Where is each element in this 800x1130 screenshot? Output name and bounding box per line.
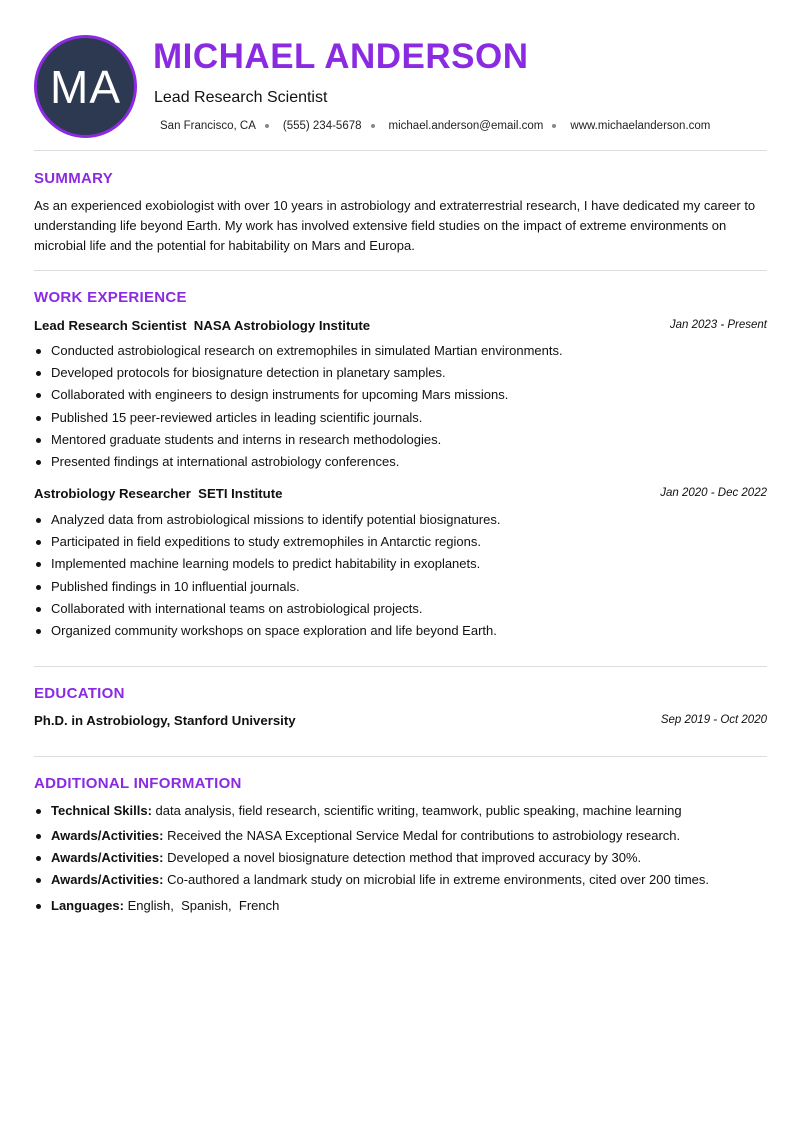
info-text: Co-authored a landmark study on microbial life in extreme environments, cited over 200 times.	[167, 872, 710, 887]
list-item: Collaborated with international teams on astrobiological projects.	[34, 598, 767, 620]
candidate-name: MICHAEL ANDERSON	[153, 37, 529, 76]
job-header	[34, 318, 767, 336]
section-divider	[34, 270, 767, 271]
job-header	[34, 486, 767, 504]
list-item: Presented findings at international astrobiology conferences.	[34, 451, 767, 473]
job-company: NASA Astrobiology Institute	[193, 318, 371, 333]
job-company: SETI Institute	[198, 486, 283, 501]
contact-bar	[160, 120, 710, 132]
section-divider	[34, 756, 767, 757]
list-item: Collaborated with engineers to design instruments for upcoming Mars missions.	[34, 384, 767, 406]
section-divider	[34, 150, 767, 151]
job-role: Lead Research Scientist	[34, 318, 187, 333]
section-divider	[34, 666, 767, 667]
additional-info-heading: ADDITIONAL INFORMATION	[34, 775, 242, 792]
avatar	[34, 35, 137, 138]
separator-dot-icon	[265, 124, 269, 128]
education-degree: Ph.D. in Astrobiology, Stanford University	[34, 713, 296, 728]
info-label: Languages:	[51, 898, 124, 913]
job-role-company	[34, 318, 370, 333]
list-item	[34, 825, 767, 847]
separator-dot-icon	[371, 124, 375, 128]
job-role: Astrobiology Researcher	[34, 486, 191, 501]
job-bullet-list	[34, 509, 767, 642]
separator-dot-icon	[552, 124, 556, 128]
info-text: English, Spanish, French	[127, 898, 280, 913]
list-item	[34, 800, 767, 822]
info-text: Received the NASA Exceptional Service Medal for contributions to astrobiology research.	[167, 828, 681, 843]
list-item: Published 15 peer-reviewed articles in leading scientific journals.	[34, 407, 767, 429]
list-item	[34, 895, 767, 917]
list-item	[34, 869, 767, 891]
list-item: Analyzed data from astrobiological missions to identify potential biosignatures.	[34, 509, 767, 531]
list-item: Published findings in 10 influential journals.	[34, 576, 767, 598]
list-item: Participated in field expeditions to study extremophiles in Antarctic regions.	[34, 531, 767, 553]
candidate-title: Lead Research Scientist	[154, 89, 328, 106]
summary-heading: SUMMARY	[34, 170, 114, 187]
education-heading: EDUCATION	[34, 685, 125, 702]
info-label: Awards/Activities:	[51, 850, 164, 865]
additional-info-list	[34, 800, 767, 917]
job-role-company	[34, 486, 282, 501]
info-text: Developed a novel biosignature detection method that improved accuracy by 30%.	[167, 850, 642, 865]
contact-email[interactable]: michael.anderson@email.com	[388, 120, 544, 132]
info-label: Awards/Activities:	[51, 828, 164, 843]
list-item: Conducted astrobiological research on extremophiles in simulated Martian environments.	[34, 340, 767, 362]
contact-location: San Francisco, CA	[160, 120, 256, 132]
list-item	[34, 847, 767, 869]
job-bullet-list	[34, 340, 767, 473]
list-item: Implemented machine learning models to predict habitability in exoplanets.	[34, 553, 767, 575]
job-dates: Jan 2023 - Present	[669, 319, 767, 331]
info-label: Awards/Activities:	[51, 872, 164, 887]
education-entry	[34, 713, 767, 731]
list-item: Developed protocols for biosignature detection in planetary samples.	[34, 362, 767, 384]
info-text: data analysis, field research, scientific writing, teamwork, public speaking, machine learning	[155, 803, 682, 818]
list-item: Organized community workshops on space exploration and life beyond Earth.	[34, 620, 767, 642]
avatar-initials: MA	[50, 60, 121, 113]
job-dates: Jan 2020 - Dec 2022	[660, 487, 767, 499]
education-dates: Sep 2019 - Oct 2020	[660, 714, 767, 726]
summary-text: As an experienced exobiologist with over 10 years in astrobiology and extraterrestrial research, I have dedicated my career to understanding life beyond Earth. My work has involved extensive field studies on the impact of extreme environments on microbial life and the potential for habitability on Mars and Europa.	[34, 198, 756, 253]
contact-phone: (555) 234-5678	[282, 120, 362, 132]
info-label: Technical Skills:	[51, 803, 152, 818]
work-experience-heading: WORK EXPERIENCE	[34, 289, 187, 306]
contact-website[interactable]: www.michaelanderson.com	[570, 120, 711, 132]
list-item: Mentored graduate students and interns in research methodologies.	[34, 429, 767, 451]
